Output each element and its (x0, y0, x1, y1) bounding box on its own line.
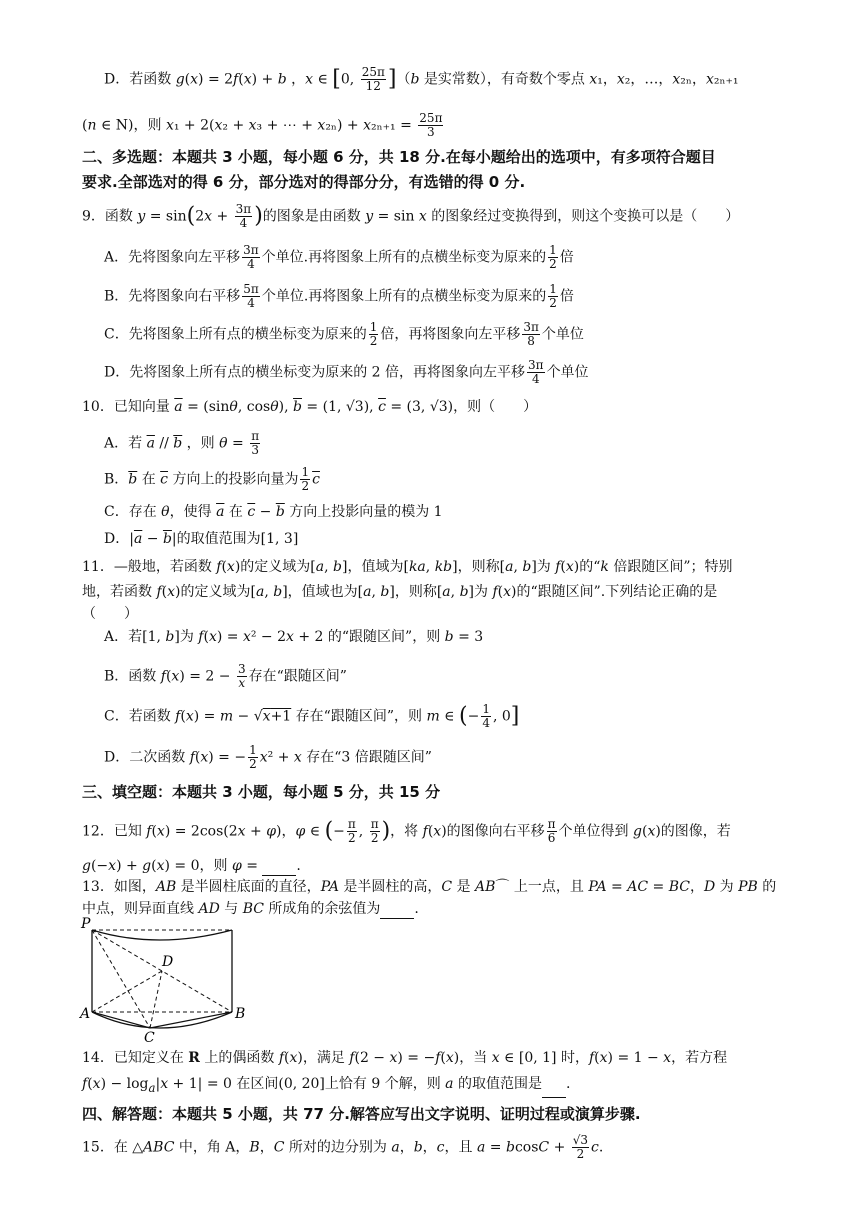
q12-answer-blank[interactable] (262, 861, 296, 876)
q11-paren: （ ） (82, 606, 138, 622)
q9-option-b: B．先将图象向右平移 $\frac{5\pi}{4}$ 个单位.再将图象上所有的点横坐标变为原来的 $\frac{1}{2}$ 倍 (104, 282, 574, 310)
section-2-heading: 二、多选题：本题共 3 小题，每小题 6 分，共 18 分.在每小题给出的选项中，有多项符合题目 (82, 148, 716, 166)
q11-stem-cont: 地，若函数 f(x)的定义域为[a, b]，值域也为[a, b]，则称[a, b]为 f(x)的“跟随区间”.下列结论正确的是 (82, 584, 718, 600)
label-b: B (235, 1006, 246, 1022)
label-c: C (144, 1030, 155, 1044)
q9-option-d: D．先将图象上所有点的横坐标变为原来的 2 倍，再将图象向左平移 $\frac{3\pi}{4}$ 个单位 (104, 358, 589, 386)
q11-option-a: A．若[1, b]为 f(x) = x² − 2x + 2 的“跟随区间”，则 b = 3 (104, 629, 484, 645)
q9-option-c: C．先将图象上所有点的横坐标变为原来的 $\frac{1}{2}$ 倍，再将图象向左平移 $\frac{3\pi}{8}$ 个单位 (104, 320, 584, 348)
q10-stem: 10．已知向量 $\overline{a} = (\sin\theta$, cosθ), $\overline{b} = (1$, √3), $\overline{c} = (3$, √3)，则（ ） (82, 399, 538, 415)
half-cylinder-figure (78, 916, 248, 1044)
q11-option-b: B．函数 f(x) = 2 − $\frac{3}{x}$ 存在“跟随区间” (104, 662, 347, 690)
q9-option-a: A．先将图象向左平移 $\frac{3\pi}{4}$ 个单位.再将图象上所有的点横坐标变为原来的 $\frac{1}{2}$ 倍 (104, 243, 574, 271)
q11-stem: 11．—般地，若函数 f(x)的定义域为[a, b]，值域为[ka, kb]，则称[a, b]为 f(x)的“k 倍跟随区间”；特别 (82, 559, 733, 575)
q14-stem-cont: $f(x) - \log_a|x + 1| = 0$ 在区间(0, 20]上恰有 9 个解，则 a 的取值范围是 . (82, 1074, 570, 1098)
q10-option-d: D．$|\overline{a} - \overline{b}|$的取值范围为[1, 3] (104, 531, 299, 547)
q13-stem-cont: 中点，则异面直线 AD 与 BC 所成角的余弦值为 . (82, 901, 419, 917)
q10-option-b: B．$\overline{b}$ 在 $\overline{c}$ 方向上的投影向量为 $\frac{1}{2}$ $\overline{c}$ (104, 465, 320, 493)
section-4-heading: 四、解答题：本题共 5 小题，共 77 分.解答应写出文字说明、证明过程或演算步骤. (82, 1105, 641, 1123)
q13-answer-blank[interactable] (380, 904, 414, 919)
q8-option-d: D．若函数 g(x) = 2f(x) + b ，x ∈ [0, $\frac{25\pi}{12}$ ]（b 是实常数），有奇数个零点 x₁，x₂，…，x₂ₙ，x₂ₙ₊₁ (104, 65, 739, 93)
q13-stem: 13．如图，AB 是半圆柱底面的直径，PA 是半圆柱的高，C 是 AB⌒ 上一点，且 PA = AC = BC，D 为 PB 的 (82, 879, 777, 895)
q12-stem-cont: g(−x) + g(x) = 0，则 φ = . (82, 858, 301, 874)
q10-option-a: A．若 $\overline{a} // \overline{b}$ ，则 θ = $\frac{\pi}{3}$ (104, 429, 260, 457)
section-2-heading-cont: 要求.全部选对的得 6 分，部分选对的得部分分，有选错的得 0 分. (82, 173, 526, 191)
section-3-heading: 三、填空题：本题共 3 小题，每小题 5 分，共 15 分 (82, 783, 441, 801)
q15-stem: 15．在 △ABC 中，角 A，B，C 所对的边分别为 a，b，c，且 a = bcosC + $\frac{√3}{2}$ c. (82, 1133, 604, 1161)
label-p: P (81, 916, 91, 932)
q14-stem: 14．已知定义在 R 上的偶函数 f(x)，满足 f(2 − x) = −f(x)，当 x ∈ [0, 1] 时，f(x) = 1 − x，若方程 (82, 1050, 728, 1066)
label-a: A (80, 1006, 91, 1022)
q12-stem: 12．已知 f(x) = 2cos(2x + φ)，φ ∈ (− $\frac{\pi}{2}$ , $\frac{\pi}{2}$ )，将 f(x)的图像向右平移 $\frac{\pi}{6}$ 个单位得到 g(x)的图像，若 (82, 817, 731, 845)
q8-option-d-cont: (n ∈ N)，则 x₁ + 2(x₂ + x₃ + ⋯ + x₂ₙ) + x₂ₙ₊₁ = $\frac{25\pi}{3}$ (82, 111, 443, 139)
q9-stem: 9．函数 y = sin(2x + $\frac{3\pi}{4}$ )的图象是由函数 y = sin x 的图象经过变换得到，则这个变换可以是（ ） (82, 202, 740, 230)
label-d: D (162, 954, 174, 970)
q11-option-d: D．二次函数 f(x) = − $\frac{1}{2}$ x² + x 存在“3 倍跟随区间” (104, 743, 432, 771)
q10-option-c: C．存在 θ，使得 $\overline{a}$ 在 $\overline{c} - \overline{b}$ 方向上投影向量的模为 1 (104, 504, 443, 520)
q14-answer-blank[interactable] (542, 1083, 566, 1098)
q11-option-c: C．若函数 f(x) = m − √x+1 存在“跟随区间”，则 m ∈ (− $\frac{1}{4}$ , 0] (104, 702, 520, 730)
